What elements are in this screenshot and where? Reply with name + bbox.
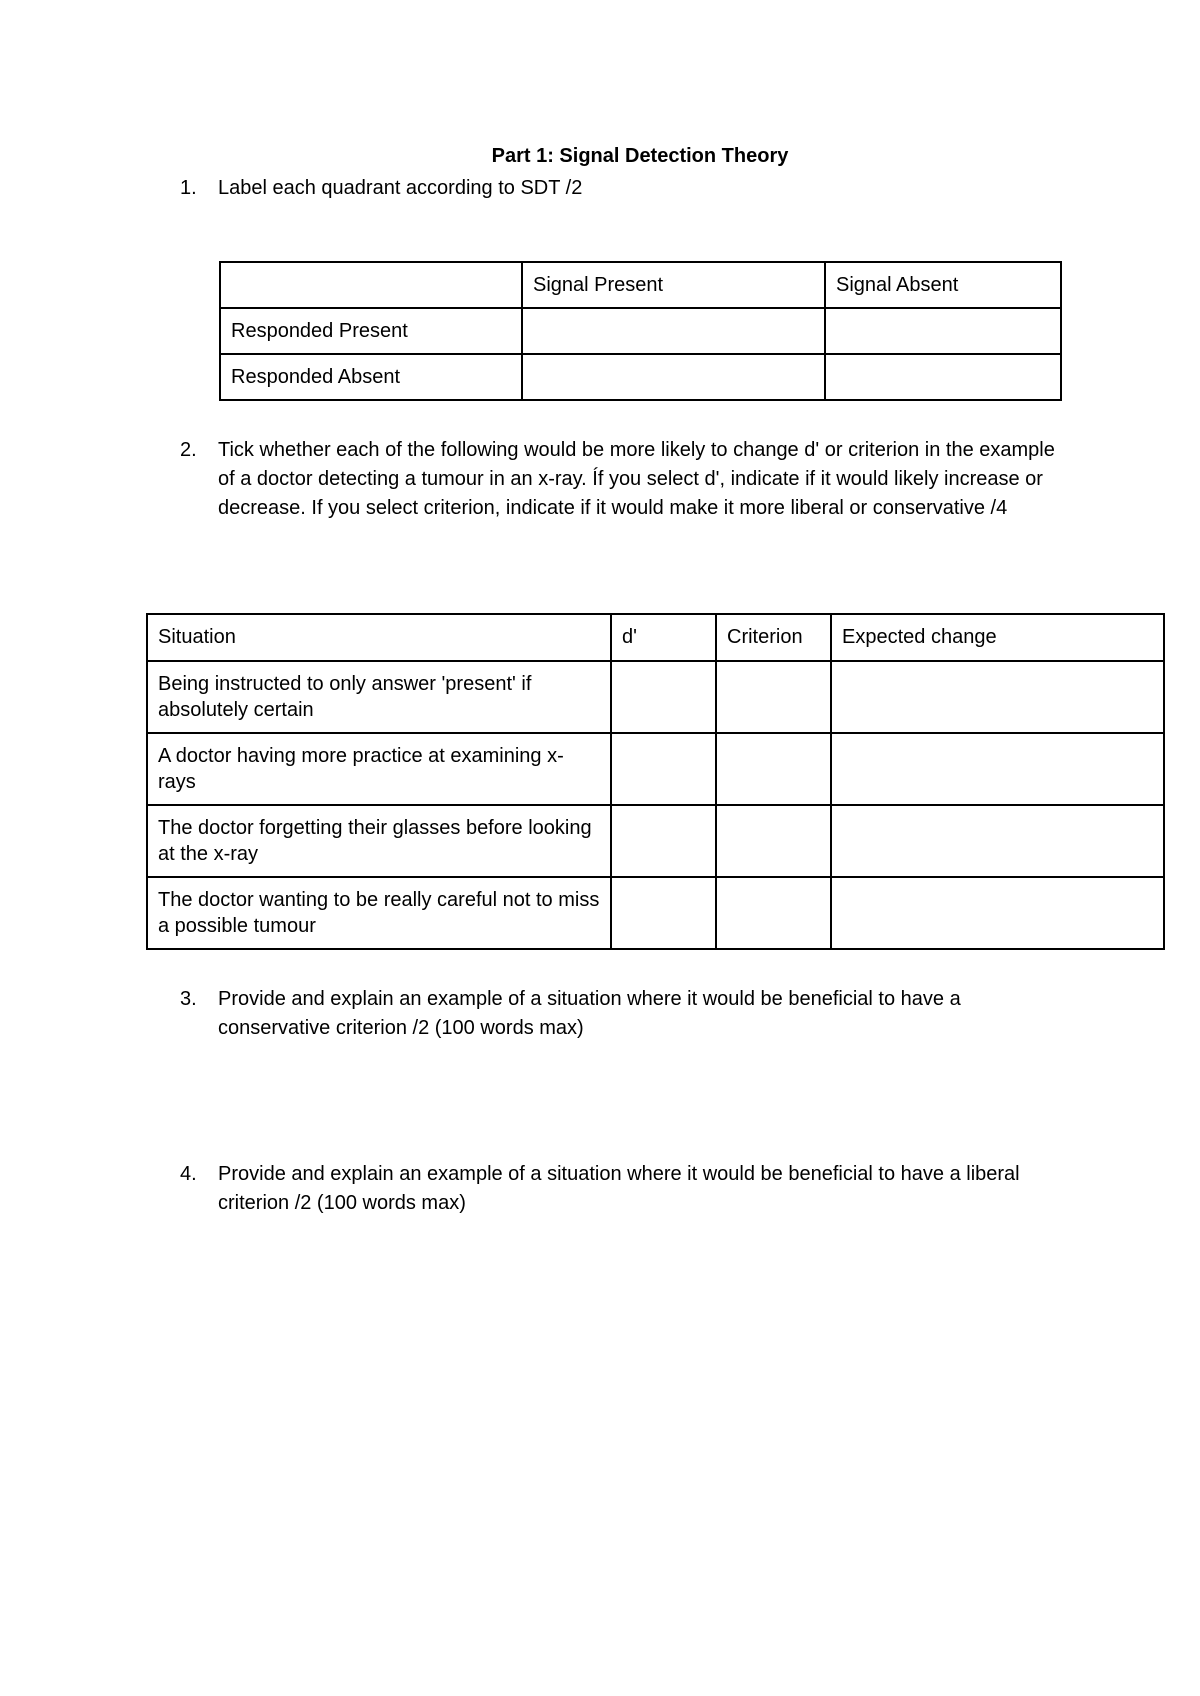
- situation-cell: The doctor forgetting their glasses before looking at the x-ray: [147, 805, 611, 877]
- question-number: 2.: [180, 439, 197, 461]
- table-row: [147, 661, 1164, 733]
- expected-change-answer-cell[interactable]: [831, 805, 1164, 877]
- d-prime-answer-cell[interactable]: [611, 805, 716, 877]
- sdt-quadrant-table: [219, 261, 1062, 401]
- criterion-answer-cell[interactable]: [716, 877, 831, 949]
- question-text: Provide and explain an example of a situation where it would be beneficial to have a liberal criterion /2 (100 words max): [218, 1163, 1020, 1214]
- d-prime-answer-cell[interactable]: [611, 733, 716, 805]
- question-1: [180, 174, 1060, 203]
- criterion-answer-cell[interactable]: [716, 805, 831, 877]
- answer-cell[interactable]: [522, 354, 825, 400]
- table-header-cell: Criterion: [716, 614, 831, 661]
- question-text: Provide and explain an example of a situation where it would be beneficial to have a conservative criterion /2 (100 words max): [218, 988, 961, 1039]
- d-prime-answer-cell[interactable]: [611, 661, 716, 733]
- expected-change-answer-cell[interactable]: [831, 733, 1164, 805]
- row-label-cell: Responded Present: [220, 308, 522, 354]
- situation-table: [146, 613, 1165, 950]
- table-row: [220, 308, 1061, 354]
- row-label-cell: Responded Absent: [220, 354, 522, 400]
- situation-cell: The doctor wanting to be really careful not to miss a possible tumour: [147, 877, 611, 949]
- table-header-cell: d': [611, 614, 716, 661]
- criterion-answer-cell[interactable]: [716, 661, 831, 733]
- table-row: [147, 805, 1164, 877]
- table-row: [220, 354, 1061, 400]
- answer-cell[interactable]: [825, 308, 1061, 354]
- table-header-cell: Signal Absent: [825, 262, 1061, 308]
- table-header-cell: Expected change: [831, 614, 1164, 661]
- table-header-cell: [220, 262, 522, 308]
- question-number: 3.: [180, 988, 197, 1010]
- question-3: [180, 985, 1060, 1043]
- question-number: 1.: [180, 177, 197, 199]
- expected-change-answer-cell[interactable]: [831, 877, 1164, 949]
- question-text: Label each quadrant according to SDT /2: [218, 177, 583, 199]
- criterion-answer-cell[interactable]: [716, 733, 831, 805]
- table-header-row: [147, 614, 1164, 661]
- question-4: [180, 1160, 1060, 1218]
- question-2: [180, 436, 1060, 523]
- table-row: [147, 733, 1164, 805]
- page-title: Part 1: Signal Detection Theory: [491, 145, 789, 167]
- table-header-row: [220, 262, 1061, 308]
- table-header-cell: Situation: [147, 614, 611, 661]
- answer-cell[interactable]: [825, 354, 1061, 400]
- situation-cell: A doctor having more practice at examining x-rays: [147, 733, 611, 805]
- table-header-cell: Signal Present: [522, 262, 825, 308]
- question-number: 4.: [180, 1163, 197, 1185]
- situation-cell: Being instructed to only answer 'present' if absolutely certain: [147, 661, 611, 733]
- answer-cell[interactable]: [522, 308, 825, 354]
- expected-change-answer-cell[interactable]: [831, 661, 1164, 733]
- table-row: [147, 877, 1164, 949]
- question-text: Tick whether each of the following would be more likely to change d' or criterion in the example of a doctor detecting a tumour in an x-ray. Íf you select d', indicate if it would likely increase or decrease. If you select criterion, indicate if it would make it more liberal or conservative /4: [218, 439, 1055, 519]
- d-prime-answer-cell[interactable]: [611, 877, 716, 949]
